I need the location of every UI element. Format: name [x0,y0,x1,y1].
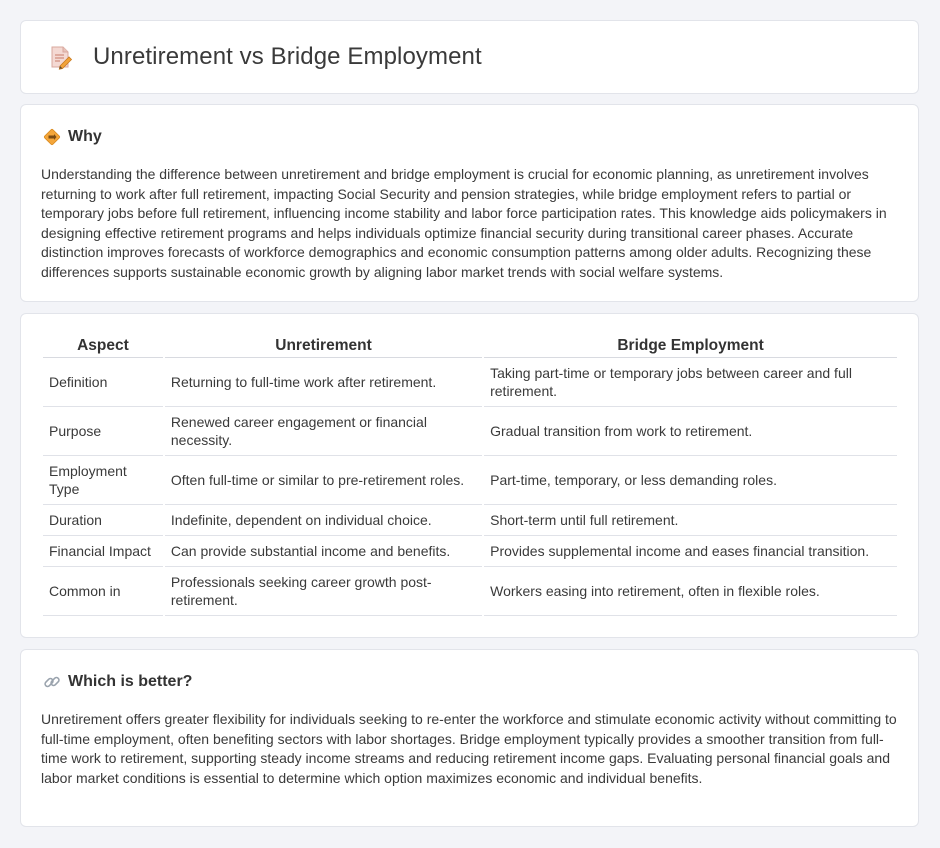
comparison-card [20,313,919,638]
cell-unretirement: Returning to full-time work after retirement. [165,358,482,407]
cell-unretirement: Often full-time or similar to pre-retirement roles. [165,456,482,505]
header-aspect: Aspect [43,334,163,358]
table-row [43,567,897,616]
cell-bridge: Taking part-time or temporary jobs between career and full retirement. [484,358,897,407]
header-card [20,20,919,94]
which-is-better-section [20,649,919,827]
diamond-sign-icon [43,128,61,146]
table-row [43,536,897,567]
header-bridge-employment: Bridge Employment [484,334,897,358]
cell-bridge: Workers easing into retirement, often in flexible roles. [484,567,897,616]
table-row [43,407,897,456]
table-row [43,358,897,407]
cell-unretirement: Renewed career engagement or financial necessity. [165,407,482,456]
cell-aspect: Definition [43,358,163,407]
cell-aspect: Employment Type [43,456,163,505]
header-unretirement: Unretirement [165,334,482,358]
cell-unretirement: Professionals seeking career growth post-retirement. [165,567,482,616]
why-heading [43,128,102,146]
page-title: Unretirement vs Bridge Employment [93,43,482,70]
why-title: Why [68,128,102,145]
table-row [43,505,897,536]
cell-aspect: Common in [43,567,163,616]
better-heading [43,673,192,691]
cell-aspect: Duration [43,505,163,536]
table-row [43,456,897,505]
comparison-table [41,334,899,616]
cell-bridge: Short-term until full retirement. [484,505,897,536]
why-section [20,104,919,302]
better-paragraph: Unretirement offers greater flexibility for individuals seeking to re-enter the workforce and stimulate economic activity without committing to full-time employment, often benefiting sectors with labor shortages. Bridge employment typically provides a smoother transition from full-time work to retirement, supporting steady income streams and reducing retirement income gaps. Evaluating personal financial goals and labor market conditions is essential to determine which option maximizes economic and individual benefits. [41,711,897,786]
better-title: Which is better? [68,673,193,690]
cell-unretirement: Can provide substantial income and benefits. [165,536,482,567]
document-pencil-icon [47,44,73,70]
cell-bridge: Gradual transition from work to retirement. [484,407,897,456]
link-icon [43,673,61,691]
cell-aspect: Purpose [43,407,163,456]
cell-bridge: Part-time, temporary, or less demanding roles. [484,456,897,505]
why-paragraph: Understanding the difference between unretirement and bridge employment is crucial for economic planning, as unretirement involves returning to work after full retirement, impacting Social Security and pension strategies, while bridge employment refers to partial or temporary jobs before full retirement, influencing income stability and labor force participation rates. This knowledge aids policymakers in designing effective retirement programs and helps individuals optimize financial security during transitional career phases. Accurate distinction improves forecasts of workforce demographics and economic consumption patterns among older adults. Recognizing these differences supports sustainable economic growth by aligning labor market trends with social welfare systems. [41,166,887,280]
cell-unretirement: Indefinite, dependent on individual choice. [165,505,482,536]
cell-bridge: Provides supplemental income and eases financial transition. [484,536,897,567]
cell-aspect: Financial Impact [43,536,163,567]
table-header-row [43,334,897,358]
